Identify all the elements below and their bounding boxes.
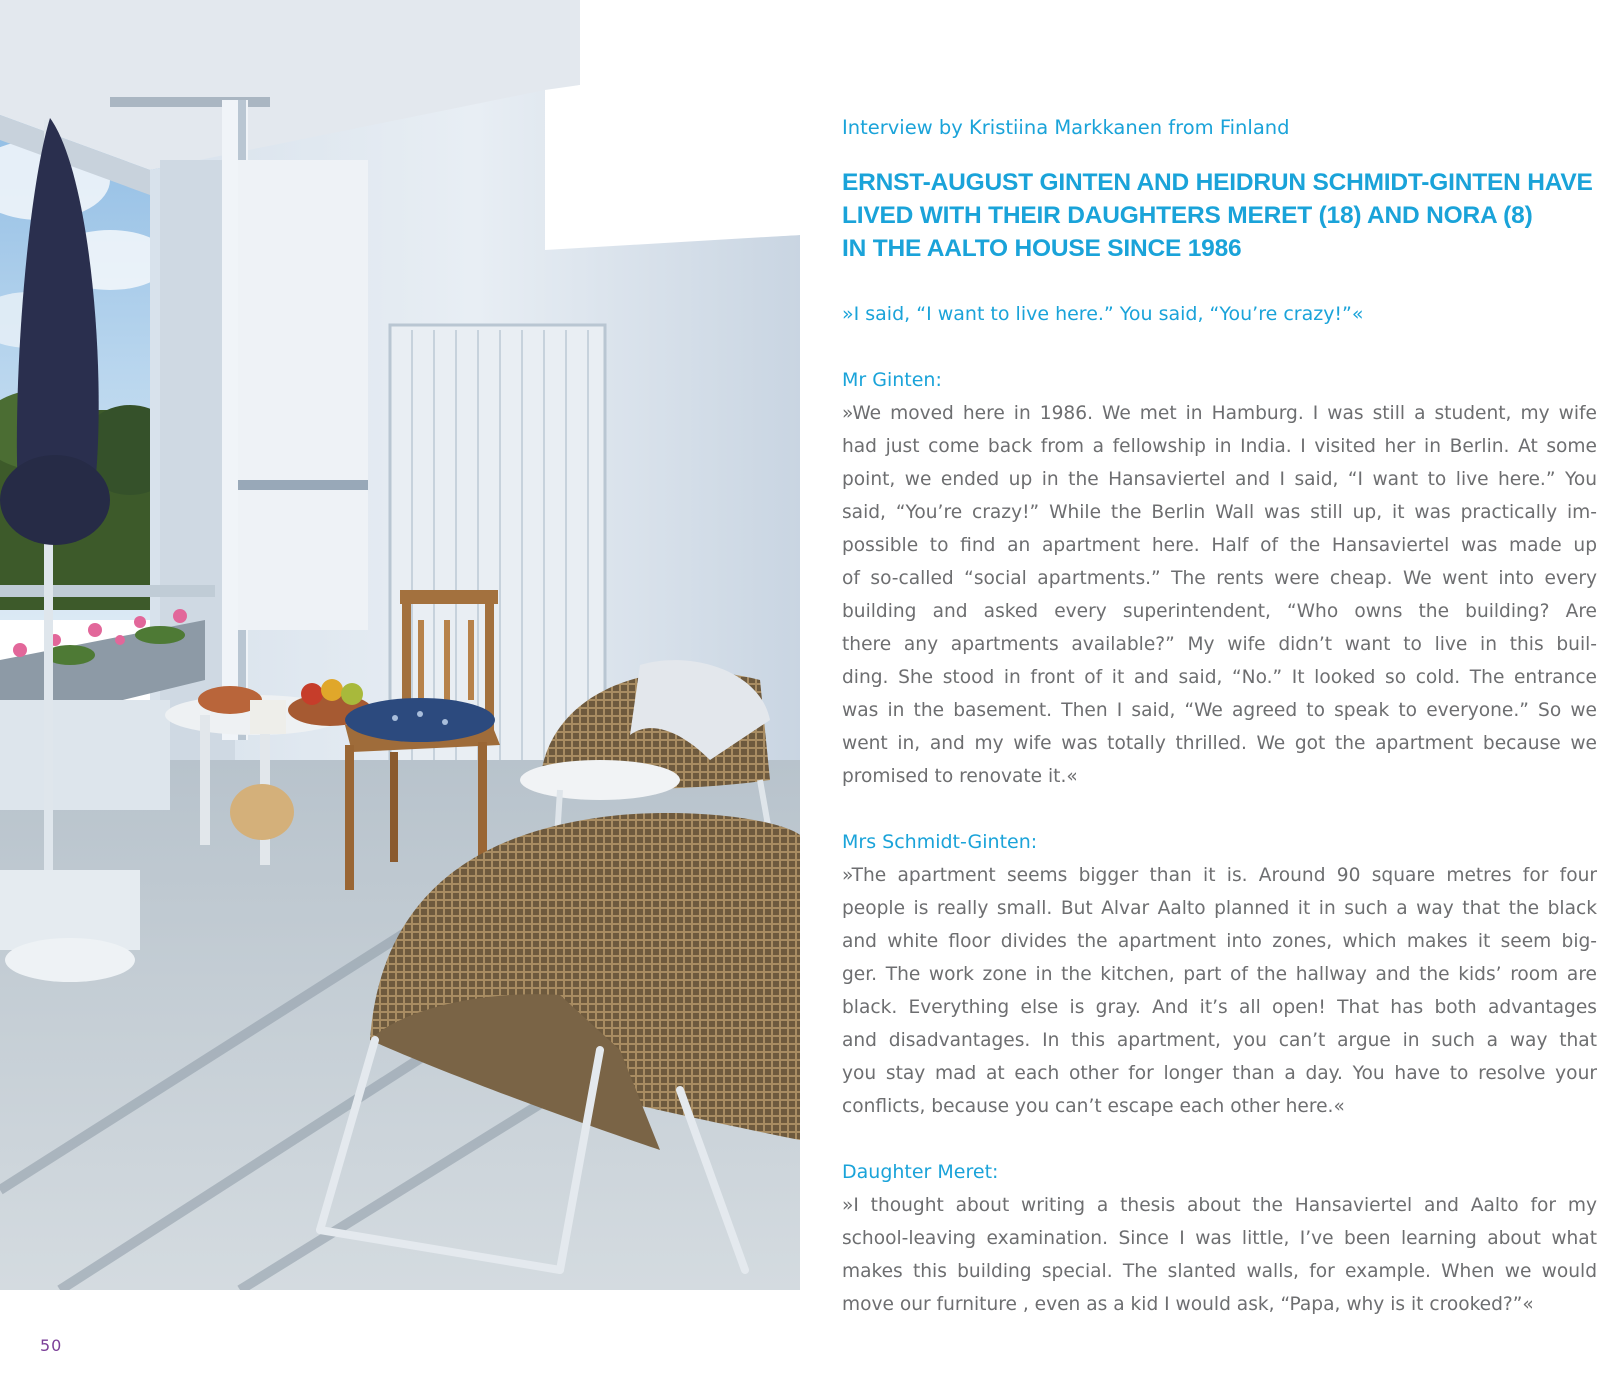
byline: Interview by Kristiina Markkanen from Finland xyxy=(842,116,1290,139)
answer-line: building and asked every superintendent, “Who owns the building? Are xyxy=(842,601,1597,622)
answer-line: conflicts, because you can’t escape each other here.« xyxy=(842,1096,1345,1117)
answer-line: people is really small. But Alvar Aalto planned it in such a way that the black xyxy=(842,898,1597,919)
answer-line: move our furniture , even as a kid I would ask, “Papa, why is it crooked?”« xyxy=(842,1294,1534,1315)
answer-line: you stay mad at each other for longer than a day. You have to resolve your xyxy=(842,1063,1597,1084)
headline xyxy=(842,166,1597,265)
answer-line: and white floor divides the apartment into zones, which makes it seem big- xyxy=(842,931,1597,952)
answer-paragraph xyxy=(842,397,1597,793)
answer-line: said, “You’re crazy!” While the Berlin Wall was still up, it was practically im- xyxy=(842,502,1597,523)
speaker-label: Daughter Meret: xyxy=(842,1161,999,1183)
answer-line: makes this building special. The slanted walls, for example. When we would xyxy=(842,1261,1597,1282)
answer-line: went in, and my wife was totally thrilled. We got the apartment because we xyxy=(842,733,1597,754)
answer-line: of so-called “social apartments.” The rents were cheap. We went into every xyxy=(842,568,1597,589)
speaker-label: Mrs Schmidt-Ginten: xyxy=(842,831,1038,853)
answer-line: »I thought about writing a thesis about the Hansaviertel and Aalto for my xyxy=(842,1195,1597,1216)
answer-line: school-leaving examination. Since I was little, I’ve been learning about what xyxy=(842,1228,1597,1249)
answer-line: had just come back from a fellowship in India. I visited her in Berlin. At some xyxy=(842,436,1597,457)
answer-line: possible to find an apartment here. Half of the Hansaviertel was made up xyxy=(842,535,1597,556)
page-number: 50 xyxy=(40,1336,63,1355)
headline-line: IN THE AALTO HOUSE SINCE 1986 xyxy=(842,235,1242,262)
headline-line: LIVED WITH THEIR DAUGHTERS MERET (18) AND NORA (8) xyxy=(842,202,1533,229)
answer-paragraph xyxy=(842,1189,1597,1321)
answer-line: »The apartment seems bigger than it is. Around 90 square metres for four xyxy=(842,865,1597,886)
answer-line: ger. The work zone in the kitchen, part of the hallway and the kids’ room are xyxy=(842,964,1597,985)
answer-line: black. Everything else is gray. And it’s all open! That has both advantages xyxy=(842,997,1597,1018)
pull-quote: »I said, “I want to live here.” You said, “You’re crazy!”« xyxy=(842,303,1364,325)
balcony-photo xyxy=(0,0,800,1290)
answer-line: point, we ended up in the Hansaviertel and I said, “I want to live here.” You xyxy=(842,469,1597,490)
answer-line: promised to renovate it.« xyxy=(842,766,1078,787)
answer-line: was in the basement. Then I said, “We agreed to speak to everyone.” So we xyxy=(842,700,1597,721)
answer-paragraph xyxy=(842,859,1597,1123)
article-column xyxy=(842,113,1597,1321)
speaker-label: Mr Ginten: xyxy=(842,369,942,391)
answer-line: and disadvantages. In this apartment, you can’t argue in such a way that xyxy=(842,1030,1597,1051)
answer-line: ding. She stood in front of it and said, “No.” It looked so cold. The entrance xyxy=(842,667,1597,688)
answer-line: there any apartments available?” My wife didn’t want to live in this buil- xyxy=(842,634,1597,655)
headline-line: ERNST-AUGUST GINTEN AND HEIDRUN SCHMIDT-GINTEN HAVE xyxy=(842,169,1593,196)
answer-line: »We moved here in 1986. We met in Hamburg. I was still a student, my wife xyxy=(842,403,1597,424)
